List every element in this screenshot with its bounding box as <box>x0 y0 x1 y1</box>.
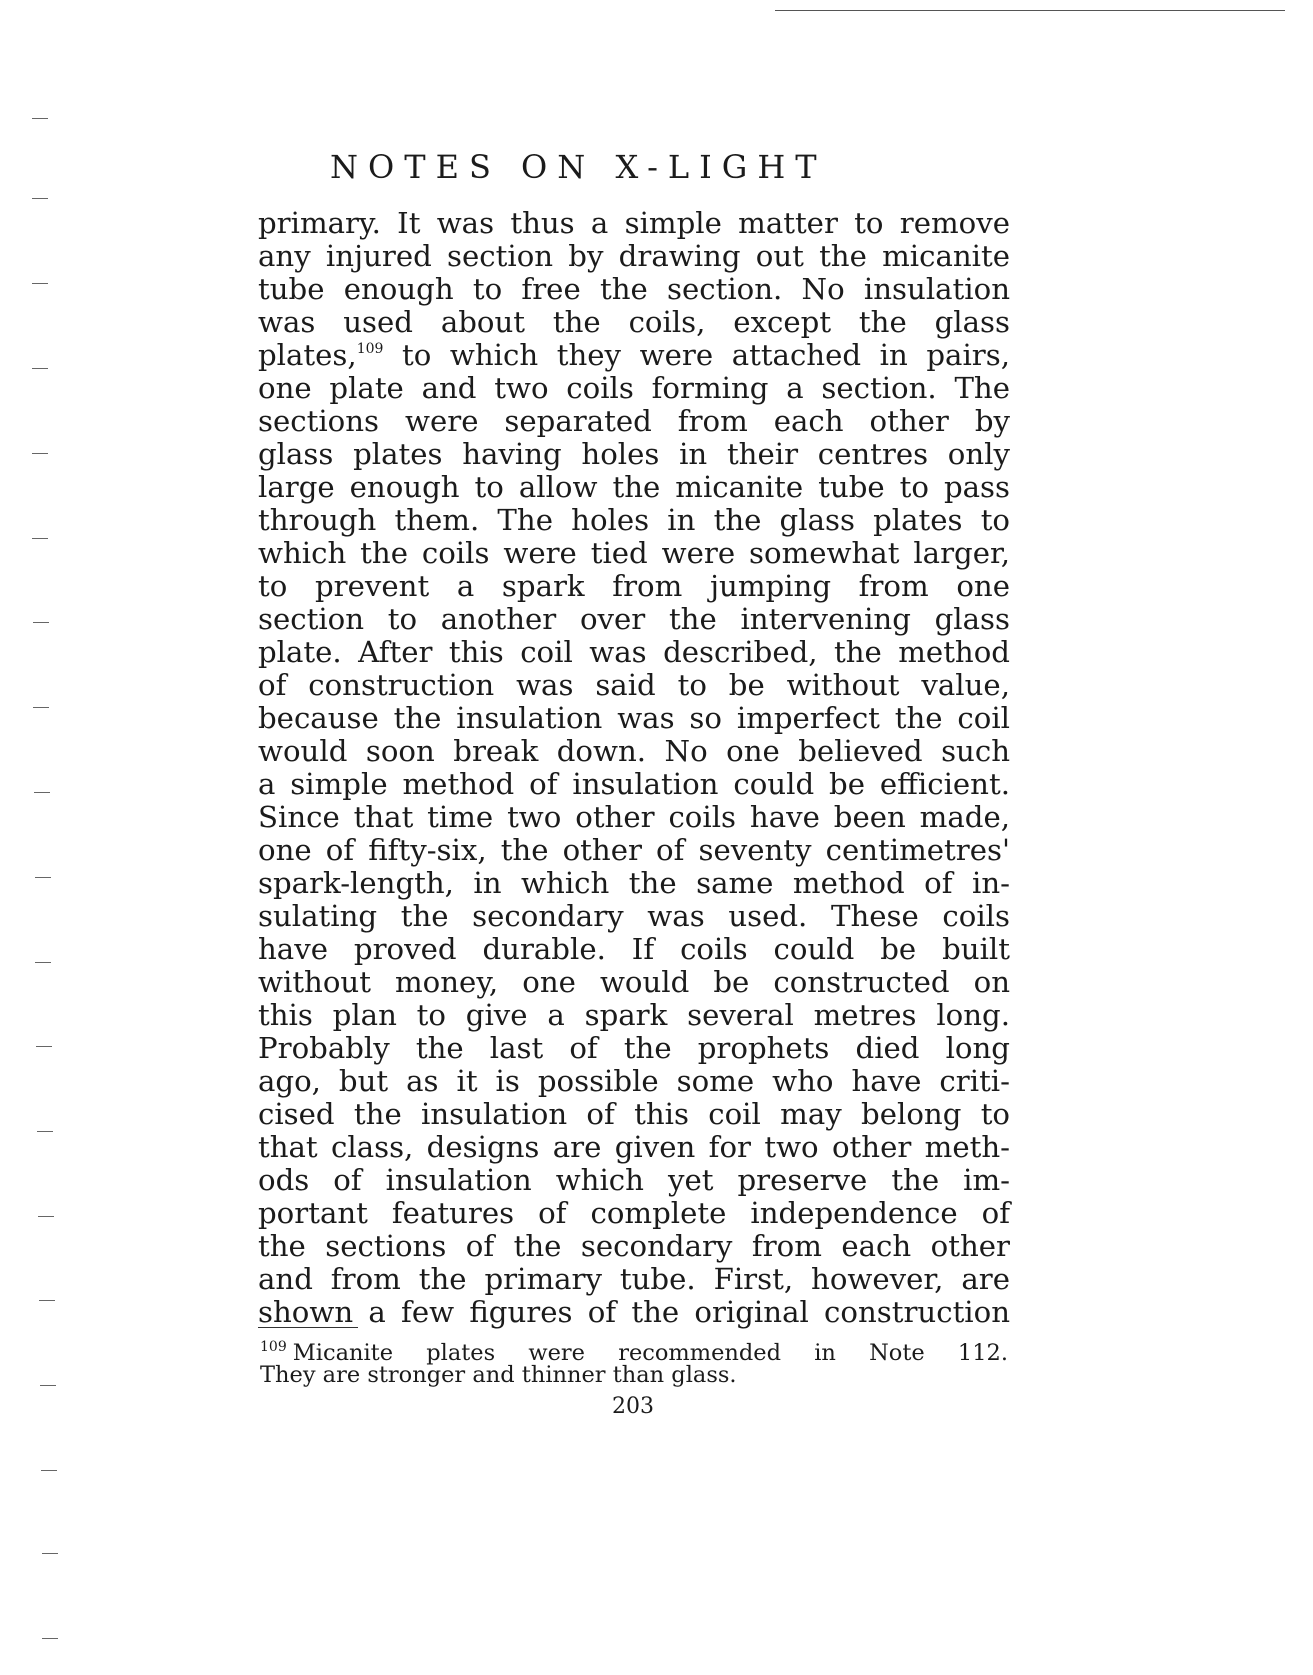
text-line: because the insulation was so imperfect the coil <box>258 701 1010 735</box>
text-line: sulating the secondary was used. These coils <box>258 899 1010 933</box>
text-line: tube enough to free the section. No insulation <box>258 272 1010 306</box>
text-line: one of fifty-six, the other of seventy centimetres' <box>258 833 1010 867</box>
footnote-text: Micanite plates were recommended in Note 112. <box>292 1340 1008 1366</box>
text-line: that class, designs are given for two other meth- <box>258 1130 1010 1164</box>
text-line: glass plates having holes in their centres only <box>258 437 1010 471</box>
text-line: to prevent a spark from jumping from one <box>258 569 1010 603</box>
text-line: ods of insulation which yet preserve the im- <box>258 1163 1010 1197</box>
margin-tick <box>35 877 51 878</box>
text-line: have proved durable. If coils could be built <box>258 932 1010 966</box>
text-line: was used about the coils, except the glass <box>258 305 1010 339</box>
margin-tick <box>32 368 48 369</box>
text-line: without money, one would be constructed on <box>258 965 1010 999</box>
left-margin-marks <box>0 0 80 1675</box>
footnote-line <box>260 1333 1008 1366</box>
top-edge-rule <box>775 10 1285 11</box>
text-fragment: to which they were attached in pairs, <box>383 338 1010 372</box>
text-line: Since that time two other coils have been made, <box>258 800 1010 834</box>
text-line: a simple method of insulation could be efficient. <box>258 767 1010 801</box>
footnote-rule <box>258 1327 358 1328</box>
text-line: any injured section by drawing out the micanite <box>258 239 1010 273</box>
text-line: this plan to give a spark several metres long. <box>258 998 1010 1032</box>
margin-tick <box>32 118 48 119</box>
text-line: of construction was said to be without value, <box>258 668 1010 702</box>
margin-tick <box>32 453 48 454</box>
text-line: cised the insulation of this coil may belong to <box>258 1097 1010 1131</box>
text-line: ago, but as it is possible some who have criti- <box>258 1064 1010 1098</box>
margin-tick <box>40 1385 56 1386</box>
text-line-with-footnote-ref <box>258 339 1010 372</box>
footnote-number: 109 <box>260 1339 287 1355</box>
footnote <box>260 1333 1008 1389</box>
margin-tick <box>35 962 51 963</box>
margin-tick <box>33 707 49 708</box>
text-line: through them. The holes in the glass plates to <box>258 503 1010 537</box>
text-line: shown a few figures of the original construction <box>258 1295 1010 1329</box>
margin-tick <box>38 1216 54 1217</box>
margin-tick <box>36 1046 52 1047</box>
body-text <box>258 207 1010 1329</box>
margin-tick <box>33 622 49 623</box>
text-line: sections were separated from each other by <box>258 404 1010 438</box>
footnote-reference: 109 <box>356 341 384 357</box>
text-line: portant features of complete independence of <box>258 1196 1010 1230</box>
margin-tick <box>42 1638 58 1639</box>
margin-tick <box>42 1553 58 1554</box>
text-line: large enough to allow the micanite tube to pass <box>258 470 1010 504</box>
text-line: would soon break down. No one believed such <box>258 734 1010 768</box>
text-line: section to another over the intervening glass <box>258 602 1010 636</box>
text-line: one plate and two coils forming a section. The <box>258 371 1010 405</box>
page-number-text: 203 <box>612 1394 654 1419</box>
text-line: spark-length, in which the same method of in- <box>258 866 1010 900</box>
text-line: and from the primary tube. First, however, are <box>258 1262 1010 1296</box>
margin-tick <box>37 1131 53 1132</box>
margin-tick <box>32 538 48 539</box>
running-title: NOTES ON X-LIGHT <box>330 148 827 186</box>
text-fragment: plates, <box>258 338 357 372</box>
margin-tick <box>41 1470 57 1471</box>
margin-tick <box>32 283 48 284</box>
footnote-line: They are stronger and thinner than glass. <box>260 1362 737 1388</box>
text-line: the sections of the secondary from each other <box>258 1229 1010 1263</box>
margin-tick <box>34 792 50 793</box>
text-line: which the coils were tied were somewhat larger, <box>258 536 1010 570</box>
margin-tick <box>39 1300 55 1301</box>
text-line: plate. After this coil was described, the method <box>258 635 1010 669</box>
text-line: primary. It was thus a simple matter to remove <box>258 206 1010 240</box>
text-line: Probably the last of the prophets died long <box>258 1031 1010 1065</box>
margin-tick <box>32 198 48 199</box>
